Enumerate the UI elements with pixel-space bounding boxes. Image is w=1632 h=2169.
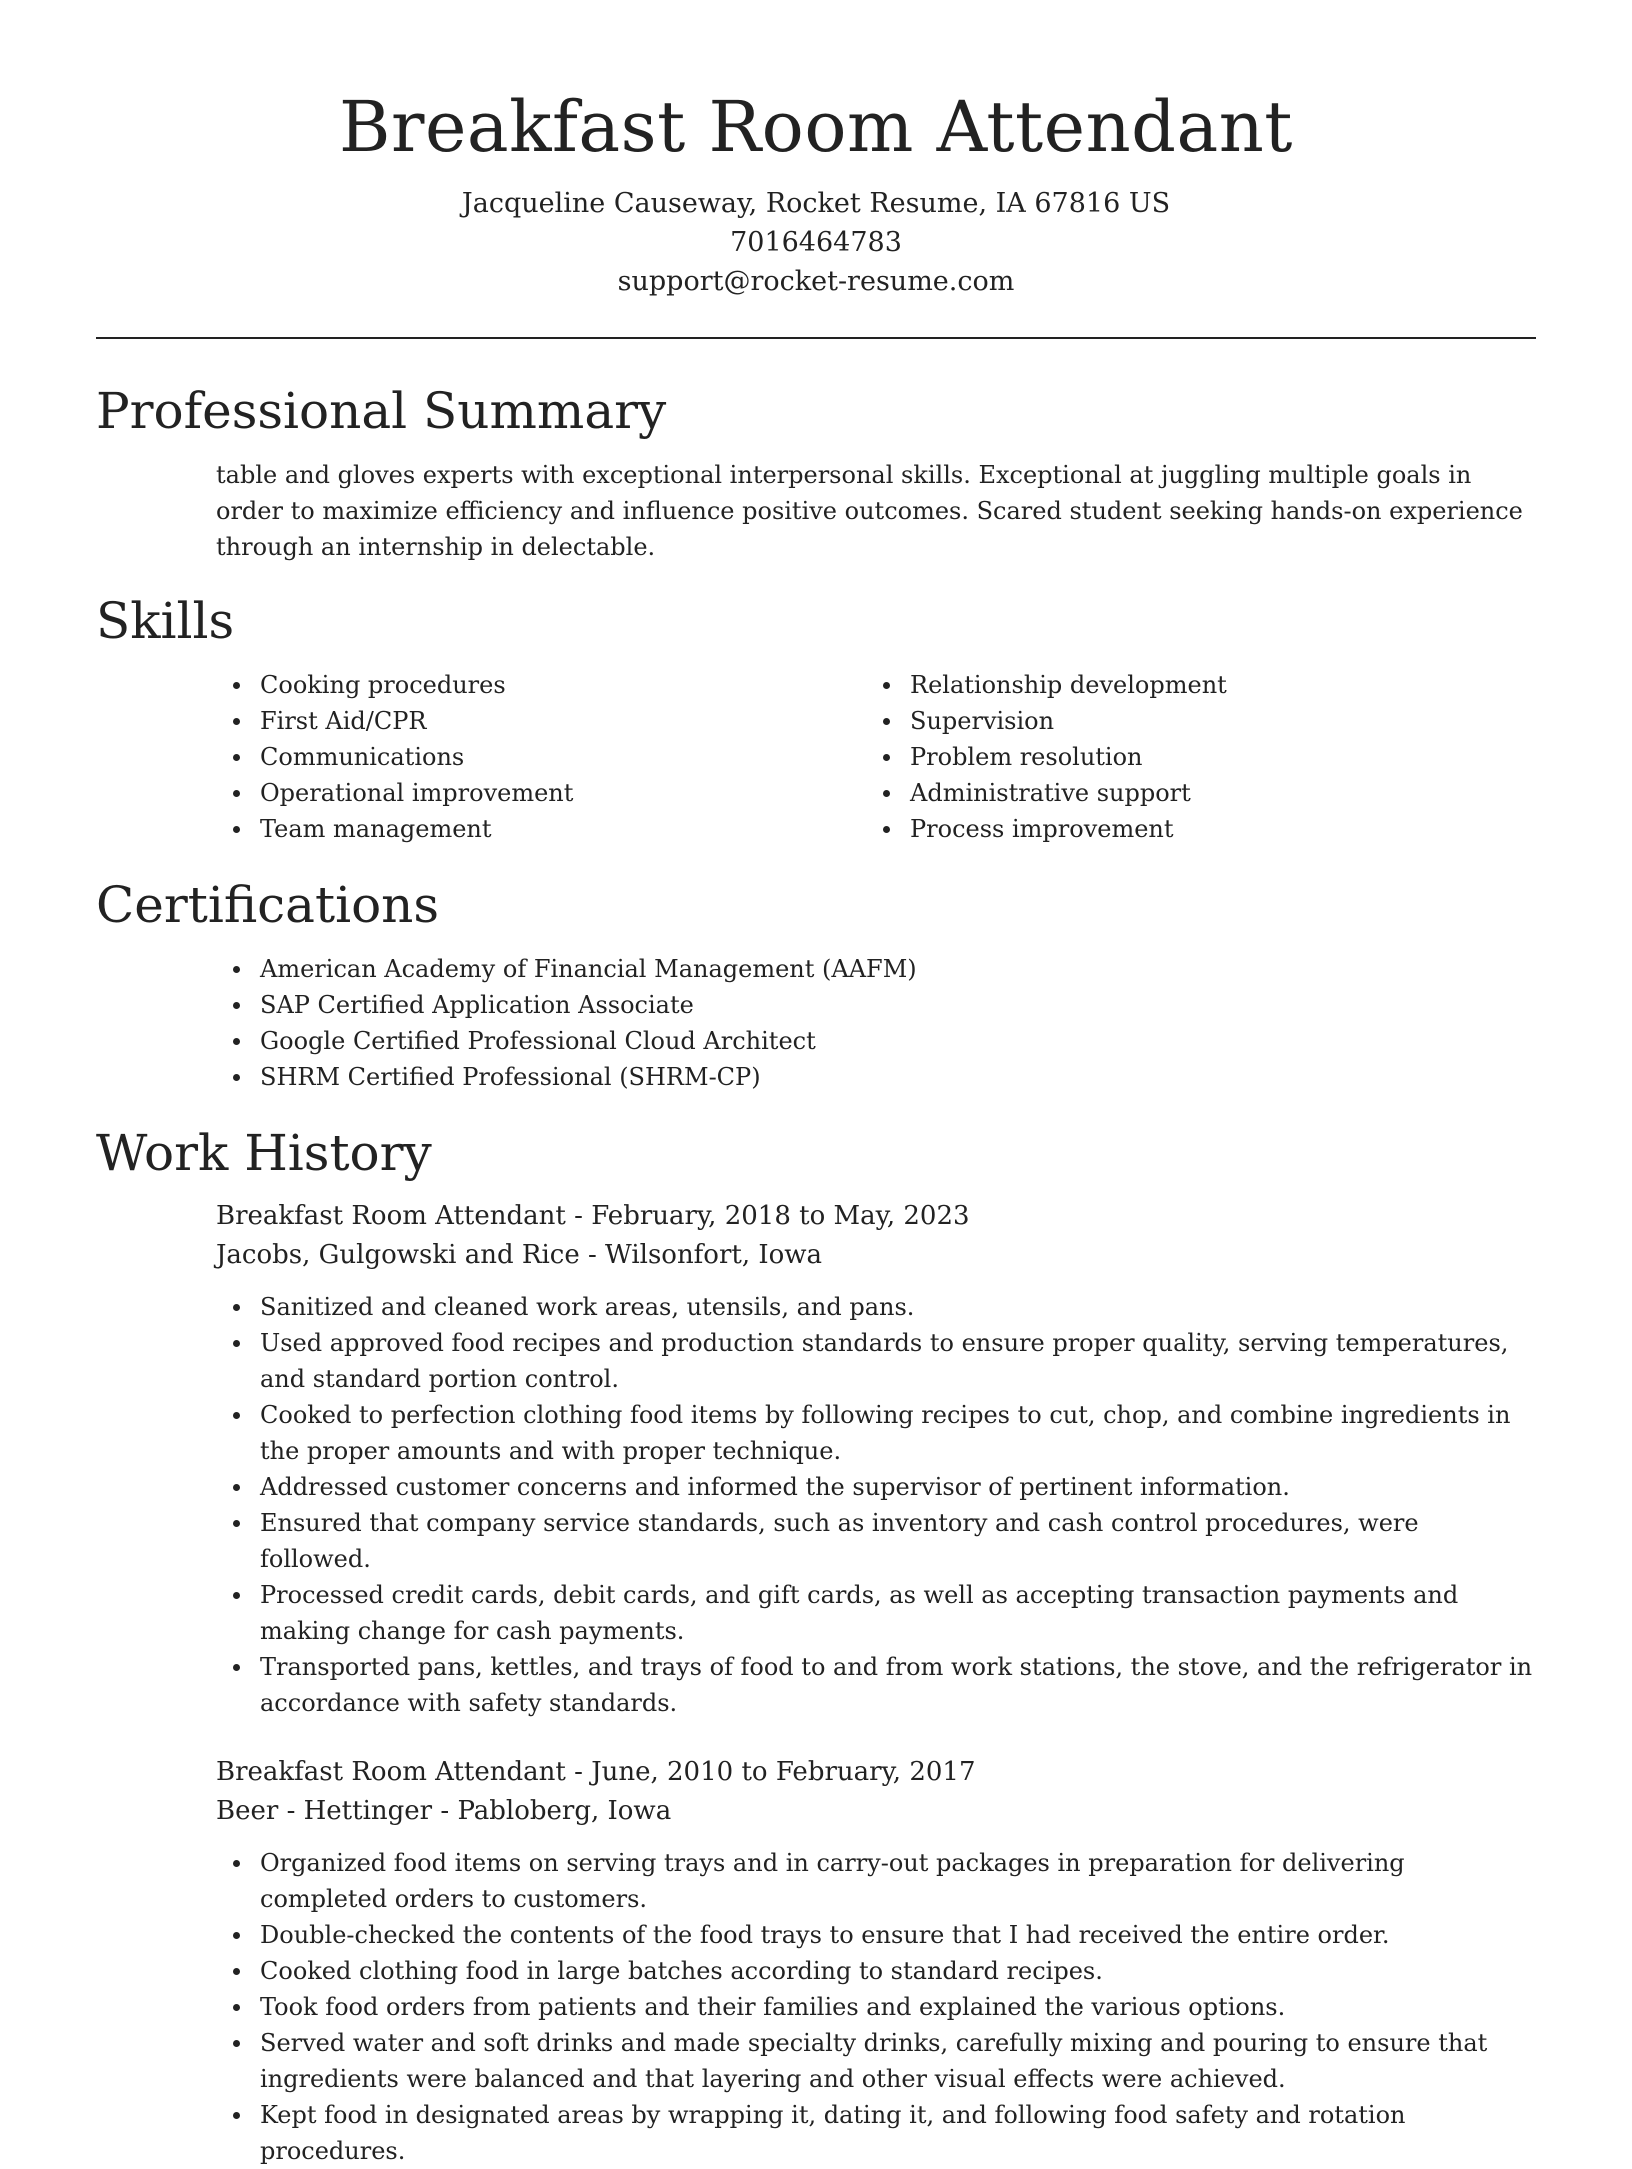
job-duty: Cooked to perfection clothing food items by following recipes to cut, chop, and combine ingredients in the proper amounts and with proper technique. [216, 1397, 1536, 1469]
job-duty: Took food orders from patients and their families and explained the various options. [216, 1989, 1536, 2025]
skill-item: Communications [216, 739, 866, 775]
job-duty: Processed credit cards, debit cards, and gift cards, as well as accepting transaction payments and making change for cash payments. [216, 1577, 1536, 1649]
job-location: Wilsonfort, Iowa [605, 1240, 823, 1270]
job-duty: Addressed customer concerns and informed the supervisor of pertinent information. [216, 1469, 1536, 1505]
skill-item: Relationship development [866, 667, 1516, 703]
phone: 7016464783 [730, 227, 902, 258]
job-duty: Double-checked the contents of the food trays to ensure that I had received the entire order. [216, 1917, 1536, 1953]
job-dates: February, 2018 to May, 2023 [591, 1201, 970, 1231]
job-location: Pabloberg, Iowa [457, 1796, 672, 1826]
company-name: Beer - Hettinger [216, 1796, 433, 1826]
summary-text: table and gloves experts with exceptional interpersonal skills. Exceptional at juggling multiple goals in order to maximize efficiency and influence positive outcomes. Scared student seeking hands-on experience through an internship in delectable. [216, 461, 1523, 561]
candidate-name: Breakfast Room Attendant [339, 86, 1293, 168]
job-company-line [216, 1792, 1536, 1831]
job-duty: Organized food items on serving trays and in carry-out packages in preparation for delivering completed orders to customers. [216, 1845, 1536, 1917]
separator: - [574, 1757, 592, 1787]
job-entry [216, 1197, 1536, 1721]
job-duty: Sanitized and cleaned work areas, utensils, and pans. [216, 1289, 1536, 1325]
separator: - [587, 1240, 606, 1270]
job-title: Breakfast Room Attendant [216, 1201, 566, 1231]
job-duty: Transported pans, kettles, and trays of food to and from work stations, the stove, and the refrigerator in accordance with safety standards. [216, 1649, 1536, 1721]
job-title-line [216, 1753, 1536, 1792]
skills-column-left [216, 667, 866, 847]
contact-info [96, 184, 1536, 301]
summary-heading: Professional Summary [96, 382, 667, 440]
job-duty: Cooked clothing food in large batches according to standard recipes. [216, 1953, 1536, 1989]
skill-item: Administrative support [866, 775, 1516, 811]
separator: - [574, 1201, 592, 1231]
job-duties-list [96, 1289, 1536, 1721]
job-duty: Ensured that company service standards, such as inventory and cash control procedures, were followed. [216, 1505, 1536, 1577]
skills-heading: Skills [96, 592, 235, 650]
certifications-list [216, 951, 1536, 1095]
skill-item: Problem resolution [866, 739, 1516, 775]
job-entry [216, 1753, 1536, 2169]
certification-item: SAP Certified Application Associate [216, 987, 1536, 1023]
skill-item: First Aid/CPR [216, 703, 866, 739]
job-dates: June, 2010 to February, 2017 [591, 1757, 976, 1787]
skill-item: Team management [216, 811, 866, 847]
certification-item: American Academy of Financial Management (AAFM) [216, 951, 1536, 987]
job-company-line [216, 1236, 1536, 1275]
skill-item: Cooking procedures [216, 667, 866, 703]
email: support@rocket-resume.com [617, 266, 1015, 297]
skills-column-right [866, 667, 1516, 847]
job-duty: Served water and soft drinks and made specialty drinks, carefully mixing and pouring to ensure that ingredients were balanced and that layering and other visual effects were achieved. [216, 2025, 1536, 2097]
job-duties-list [216, 1845, 1536, 2169]
skill-item: Supervision [866, 703, 1516, 739]
job-duty: Used approved food recipes and production standards to ensure proper quality, serving temperatures, and standard portion control. [216, 1325, 1536, 1397]
resume-header [96, 0, 1536, 301]
job-title-line [216, 1197, 1536, 1236]
certification-item: Google Certified Professional Cloud Architect [216, 1023, 1536, 1059]
job-duty: Kept food in designated areas by wrapping it, dating it, and following food safety and rotation procedures. [216, 2097, 1536, 2169]
resume-page [96, 0, 1536, 2169]
address: Jacqueline Causeway, Rocket Resume, IA 67816 US [461, 188, 1171, 219]
header-divider [96, 337, 1536, 339]
separator: - [440, 1796, 458, 1826]
skill-item: Process improvement [866, 811, 1516, 847]
certification-item: SHRM Certified Professional (SHRM-CP) [216, 1059, 1536, 1095]
company-name: Jacobs, Gulgowski and Rice [216, 1240, 580, 1270]
skills-list [216, 667, 1536, 847]
certifications-heading: Certifications [96, 876, 440, 934]
work-history-heading: Work History [96, 1124, 432, 1182]
job-title: Breakfast Room Attendant [216, 1757, 566, 1787]
skill-item: Operational improvement [216, 775, 866, 811]
